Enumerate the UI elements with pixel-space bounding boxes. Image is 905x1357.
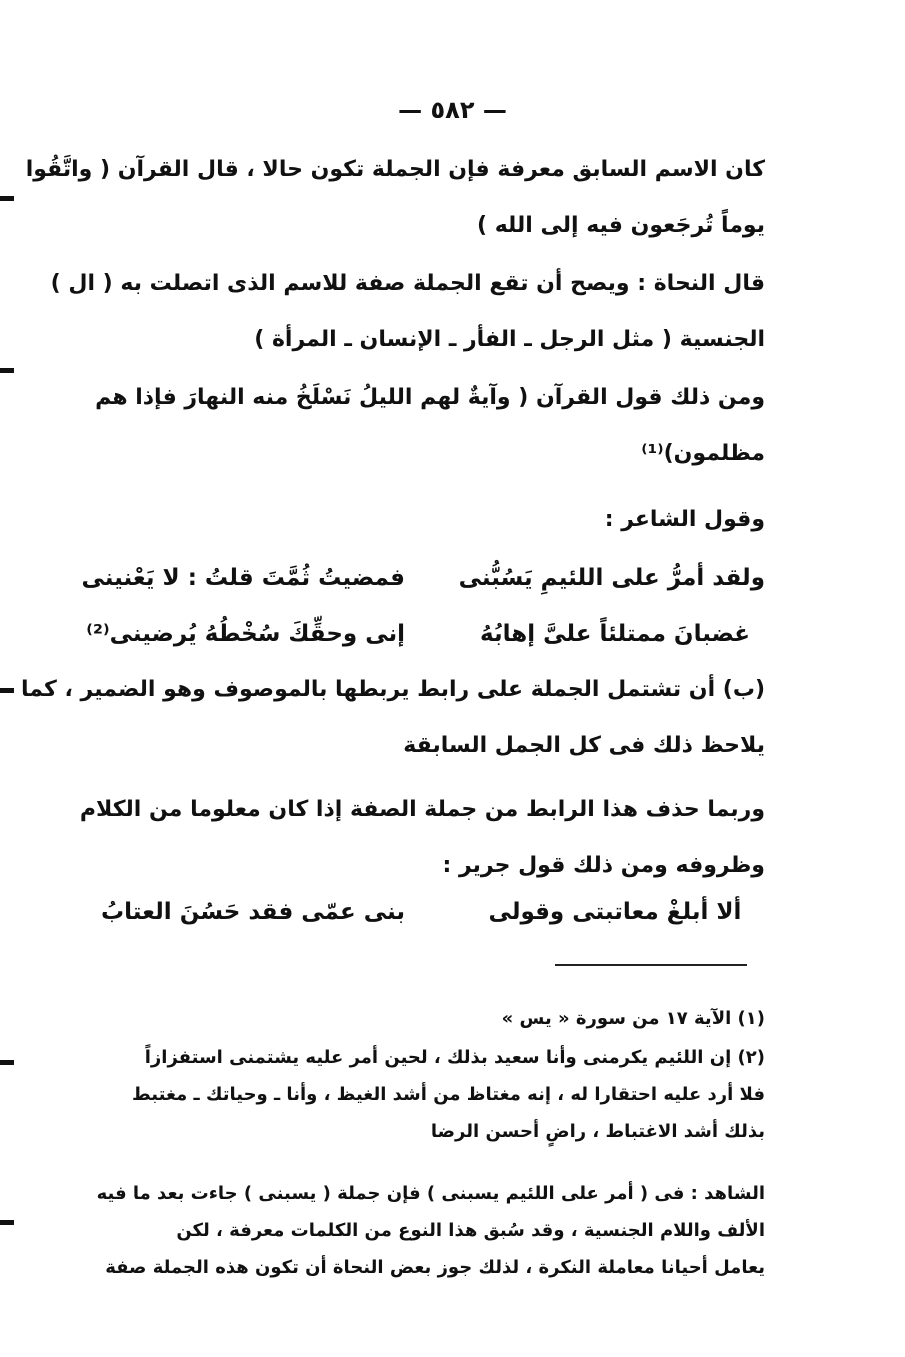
- verse-hemistich-right: غضبانَ ممتلئاً علىَّ إهابُهُ: [480, 621, 750, 647]
- paragraph-b: [21, 662, 765, 774]
- footnote-line: الألف واللام الجنسية ، وقد سُبق هذا النوع من الكلمات معرفة ، لكن: [176, 1220, 765, 1241]
- text-line: قال النحاة : ويصح أن تقع الجملة صفة للاسم الذى اتصلت به ( ال ): [50, 271, 765, 296]
- text-line: الجنسية ( مثل الرجل ـ الفأر ـ الإنسان ـ المرأة ): [254, 327, 765, 352]
- verse-hemistich-right: ألا أبلغْ معاتبتى وقولى: [488, 899, 742, 925]
- footnote-line: بذلك أشد الاغتباط ، راضٍ أحسن الرضا: [430, 1121, 765, 1142]
- text-line: وقول الشاعر :: [604, 507, 765, 532]
- paragraph-1: [25, 142, 765, 254]
- verse-line: [101, 884, 765, 940]
- paragraph-3: [95, 370, 765, 482]
- footnote-line: (١) الآية ١٧ من سورة « يس »: [501, 1008, 765, 1029]
- footnote-1: [105, 1000, 765, 1037]
- text-line: (ب) أن تشتمل الجملة على رابط يربطها بالموصوف وهو الضمير ، كما: [21, 677, 765, 702]
- paragraph-2: [50, 256, 765, 368]
- footnote-2: [105, 1039, 765, 1150]
- footnote-line: فلا أرد عليه احتقارا له ، إنه مغتاظ من أشد الغيظ ، وأنا ـ وحياتك ـ مغتبط: [132, 1084, 765, 1105]
- paragraph-4: [79, 782, 765, 894]
- verse-line: [86, 606, 765, 662]
- margin-mark: [0, 1060, 14, 1065]
- page-number: — ٥٨٢ —: [398, 96, 507, 124]
- text-line: يلاحظ ذلك فى كل الجمل السابقة: [403, 733, 765, 758]
- footnote-3: [96, 1175, 765, 1286]
- verse-line: [81, 550, 765, 606]
- text-line: مظلمون)⁽¹⁾: [641, 441, 765, 466]
- margin-mark: [0, 1220, 14, 1225]
- footnote-line: الشاهد : فى ( أمر على اللئيم يسبنى ) فإن جملة ( يسبنى ) جاءت بعد ما فيه: [96, 1183, 765, 1204]
- verse-hemistich-left: فمضيتُ ثُمَّتَ قلتُ : لا يَعْنينى: [81, 565, 405, 591]
- text-line: كان الاسم السابق معرفة فإن الجملة تكون حالا ، قال القرآن ( واتَّقُوا: [25, 157, 765, 182]
- margin-mark: [0, 368, 14, 373]
- text-line: وظروفه ومن ذلك قول جرير :: [442, 853, 765, 878]
- verse-hemistich-left: بنى عمّى فقد حَسُنَ العتابُ: [101, 899, 405, 925]
- text-line: يوماً تُرجَعون فيه إلى الله ): [477, 213, 765, 238]
- text-line: ومن ذلك قول القرآن ( وآيةٌ لهم الليلُ نَسْلَخُ منه النهارَ فإذا هم: [95, 385, 765, 410]
- footnote-separator: [555, 964, 747, 966]
- verse-hemistich-right: ولقد أمرُّ على اللئيمِ يَسُبُّنى: [458, 565, 765, 591]
- verse-hemistich-left: إنى وحقِّكَ سُخْطُهُ يُرضينى⁽²⁾: [86, 621, 405, 647]
- footnote-line: (٢) إن اللئيم يكرمنى وأنا سعيد بذلك ، لحين أمر عليه يشتمنى استفزازاً: [144, 1047, 765, 1068]
- verse-2: [101, 884, 765, 940]
- margin-mark: [0, 196, 14, 201]
- poet-intro: [105, 492, 765, 548]
- text-line: وربما حذف هذا الرابط من جملة الصفة إذا كان معلوما من الكلام: [79, 797, 765, 822]
- margin-mark: [0, 688, 14, 693]
- verse-1: [81, 550, 765, 662]
- footnote-line: يعامل أحيانا معاملة النكرة ، لذلك جوز بعض النحاة أن تكون هذه الجملة صفة: [105, 1257, 765, 1278]
